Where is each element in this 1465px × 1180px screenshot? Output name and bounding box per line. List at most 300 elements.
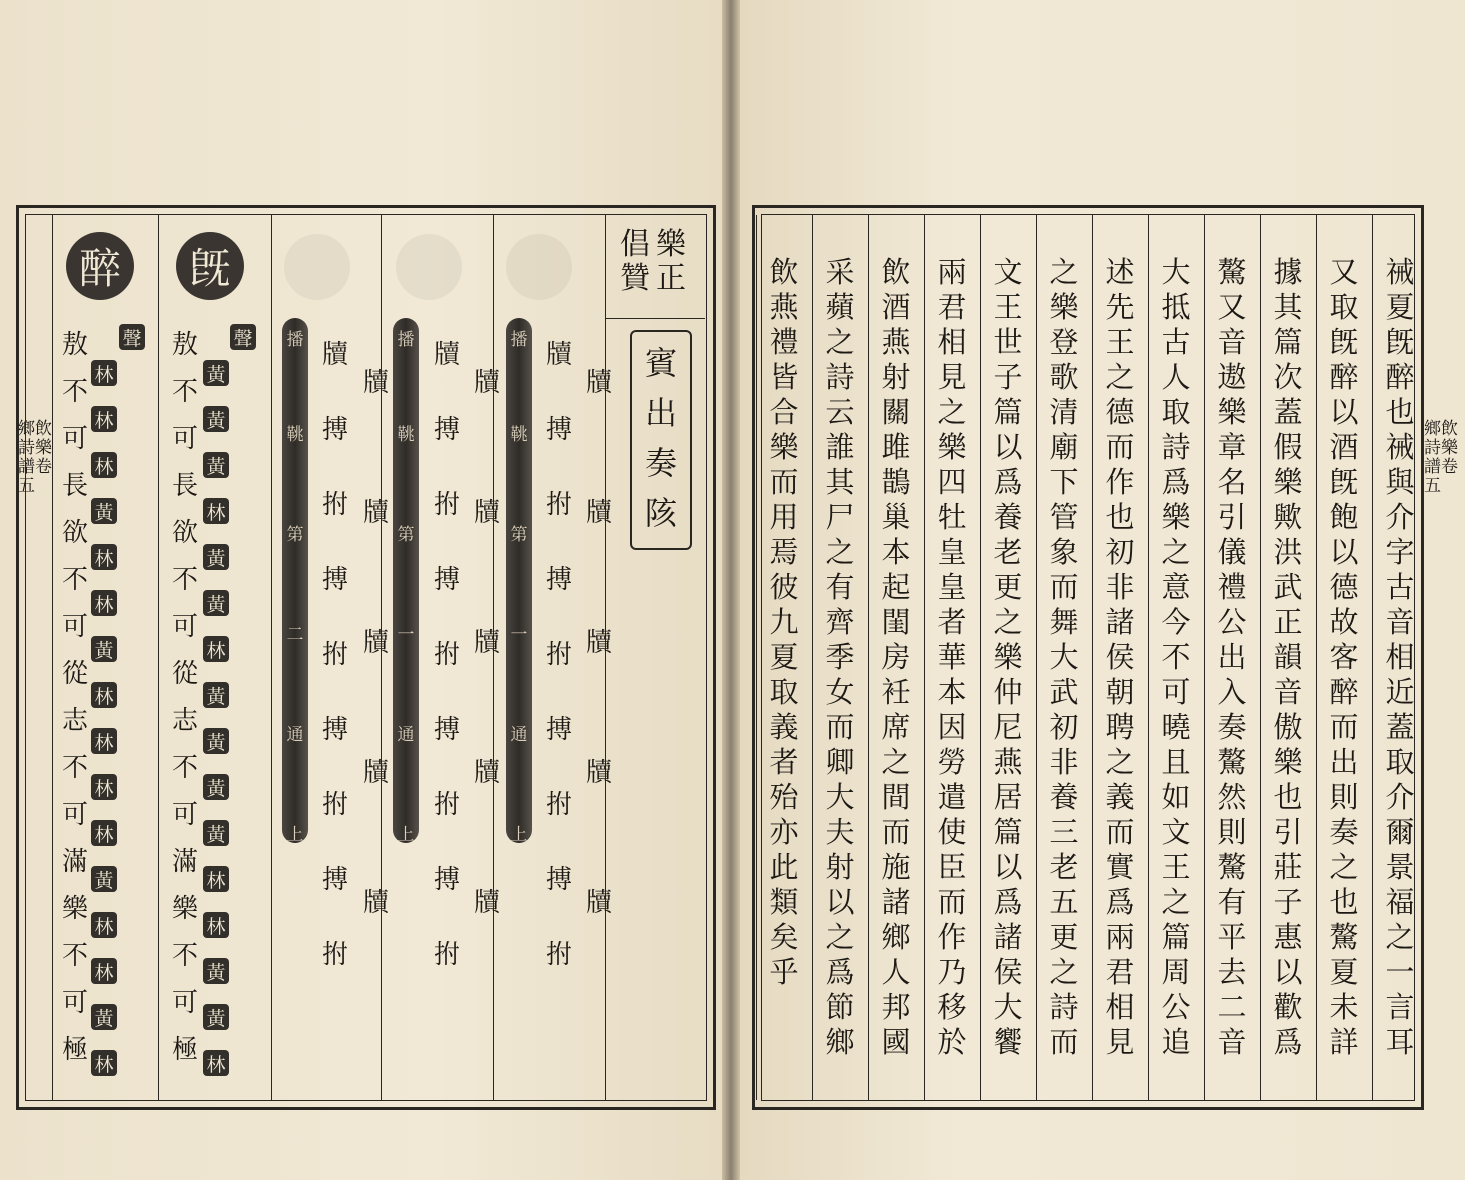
glyph: 醉 — [1329, 675, 1359, 709]
glyph: 作 — [937, 920, 967, 954]
glyph: 見 — [937, 360, 967, 394]
glyph: 如 — [1161, 780, 1191, 814]
glyph: 間 — [881, 780, 911, 814]
grid-line — [980, 215, 981, 1100]
glyph: 人 — [1161, 360, 1191, 394]
left-margin-strip — [18, 420, 56, 780]
pitch-chip: 黃 — [203, 360, 229, 386]
glyph: 房 — [881, 640, 911, 674]
glyph: 極 — [172, 1035, 199, 1065]
glyph: 欲 — [172, 518, 199, 548]
drum-col — [586, 318, 612, 968]
glyph: 詩 — [825, 360, 855, 394]
glyph: 搏 — [546, 565, 573, 595]
glyph: 周 — [1161, 955, 1191, 989]
glyph: 牘 — [474, 628, 501, 658]
glyph: 景 — [1385, 850, 1415, 884]
glyph: 人 — [881, 955, 911, 989]
glyph: 古 — [1385, 570, 1415, 604]
glyph: 牡 — [937, 500, 967, 534]
glyph: 之 — [1385, 920, 1415, 954]
header-col-1 — [656, 228, 686, 296]
glyph: 殆 — [769, 780, 799, 814]
grid-line — [1372, 215, 1373, 1100]
glyph: 聘 — [1105, 710, 1135, 744]
glyph: 平 — [1217, 920, 1247, 954]
glyph: 蓋 — [1273, 395, 1303, 429]
glyph: 驁 — [1217, 850, 1247, 884]
glyph: 曉 — [1161, 710, 1191, 744]
glyph: 而 — [937, 885, 967, 919]
glyph: 而 — [1105, 815, 1135, 849]
glyph: 出 — [1329, 745, 1359, 779]
glyph: 養 — [1049, 780, 1079, 814]
glyph: 韻 — [1273, 640, 1303, 674]
grid-line — [271, 215, 272, 1100]
glyph: 意 — [1161, 570, 1191, 604]
grid-line — [1260, 215, 1261, 1100]
pitch-chip: 黃 — [203, 406, 229, 432]
glyph: 樂 — [1273, 465, 1303, 499]
glyph: 長 — [172, 471, 199, 501]
glyph: 牘 — [586, 888, 613, 918]
glyph: 從 — [172, 659, 199, 689]
glyph: 而 — [1329, 710, 1359, 744]
drum-bar-char: 二 — [286, 625, 304, 645]
glyph: 拊 — [322, 490, 349, 520]
glyph: 正 — [656, 261, 686, 296]
glyph: 拊 — [434, 940, 461, 970]
glyph: 近 — [1385, 675, 1415, 709]
glyph: 又 — [1217, 290, 1247, 324]
glyph: 君 — [937, 290, 967, 324]
glyph: 五 — [18, 476, 35, 496]
glyph: 使 — [937, 815, 967, 849]
glyph: 出 — [644, 394, 677, 432]
glyph: 樂 — [35, 438, 52, 458]
glyph: 飽 — [1329, 500, 1359, 534]
glyph: 篇 — [1161, 920, 1191, 954]
glyph: 樂 — [1217, 395, 1247, 429]
drum-bar-char: 上 — [510, 825, 528, 845]
glyph: 夏 — [1329, 955, 1359, 989]
glyph: 相 — [1385, 640, 1415, 674]
faded-circle — [506, 234, 572, 300]
glyph: 可 — [62, 424, 89, 454]
drum-bar-char: 通 — [286, 725, 304, 745]
right-margin-strip — [1424, 420, 1462, 780]
glyph: 次 — [1273, 360, 1303, 394]
glyph: 也 — [1329, 885, 1359, 919]
drum-bar-char: 鞉 — [397, 425, 415, 445]
glyph: 一 — [1385, 955, 1415, 989]
glyph: 公 — [1161, 990, 1191, 1024]
glyph: 諸 — [993, 920, 1023, 954]
glyph: 矣 — [769, 920, 799, 954]
book-gutter — [722, 0, 740, 1180]
glyph: 爲 — [825, 955, 855, 989]
glyph: 牘 — [586, 628, 613, 658]
glyph: 王 — [993, 290, 1023, 324]
glyph: 登 — [1049, 325, 1079, 359]
glyph: 然 — [1217, 780, 1247, 814]
glyph: 九 — [769, 605, 799, 639]
glyph: 其 — [1273, 290, 1303, 324]
glyph: 以 — [993, 430, 1023, 464]
glyph: 爲 — [1161, 465, 1191, 499]
glyph: 非 — [1105, 570, 1135, 604]
grid-line — [1204, 215, 1205, 1100]
glyph: 也 — [1105, 500, 1135, 534]
glyph: 大 — [1161, 255, 1191, 289]
glyph: 驁 — [1329, 920, 1359, 954]
glyph: 諸 — [881, 885, 911, 919]
glyph: 滿 — [172, 847, 199, 877]
glyph: 爲 — [1105, 885, 1135, 919]
grid-line — [1036, 215, 1037, 1100]
glyph: 篇 — [1273, 325, 1303, 359]
glyph: 牘 — [586, 498, 613, 528]
glyph: 旣 — [1329, 465, 1359, 499]
drum-bar-char: 通 — [397, 725, 415, 745]
glyph: 牘 — [546, 340, 573, 370]
glyph: 公 — [1217, 605, 1247, 639]
glyph: 去 — [1217, 955, 1247, 989]
glyph: 不 — [62, 565, 89, 595]
glyph: 牘 — [363, 758, 390, 788]
glyph: 養 — [993, 500, 1023, 534]
grid-line — [868, 215, 869, 1100]
glyph: 廟 — [1049, 430, 1079, 464]
drum-bar-char: 通 — [510, 725, 528, 745]
glyph: 則 — [1217, 815, 1247, 849]
glyph: 篇 — [993, 395, 1023, 429]
glyph: 長 — [62, 471, 89, 501]
glyph: 清 — [1049, 395, 1079, 429]
glyph: 王 — [1161, 850, 1191, 884]
sheng-label: 聲 — [230, 324, 256, 350]
glyph: 拊 — [546, 940, 573, 970]
glyph: 牘 — [434, 340, 461, 370]
grid-line — [1316, 215, 1317, 1100]
drum-col — [363, 318, 389, 968]
glyph: 驁 — [1217, 255, 1247, 289]
glyph: 武 — [1049, 675, 1079, 709]
glyph: 二 — [1217, 990, 1247, 1024]
glyph: 因 — [937, 710, 967, 744]
glyph: 王 — [1105, 325, 1135, 359]
glyph: 音 — [1217, 1025, 1247, 1059]
glyph: 從 — [62, 659, 89, 689]
drum-bar-char: 鞉 — [510, 425, 528, 445]
pitch-chip: 林 — [91, 958, 117, 984]
glyph: 不 — [172, 377, 199, 407]
pitch-chip: 黃 — [203, 452, 229, 478]
grid-line — [52, 215, 53, 1100]
glyph: 老 — [993, 535, 1023, 569]
drum-bar-char: 一 — [397, 625, 415, 645]
glyph: 以 — [825, 885, 855, 919]
glyph: 音 — [1385, 605, 1415, 639]
glyph: 飲 — [881, 255, 911, 289]
glyph: 之 — [1161, 535, 1191, 569]
glyph: 世 — [993, 325, 1023, 359]
grid-line — [158, 215, 159, 1100]
glyph: 四 — [937, 465, 967, 499]
glyph: 極 — [62, 1035, 89, 1065]
glyph: 不 — [172, 565, 199, 595]
glyph: 兩 — [937, 255, 967, 289]
glyph: 祴 — [1385, 430, 1415, 464]
glyph: 燕 — [993, 745, 1023, 779]
text-column — [932, 255, 972, 1060]
drum-bar-3 — [506, 318, 532, 843]
glyph: 大 — [825, 780, 855, 814]
glyph: 樂 — [1049, 290, 1079, 324]
glyph: 初 — [1049, 710, 1079, 744]
glyph: 乎 — [769, 955, 799, 989]
glyph: 且 — [1161, 745, 1191, 779]
glyph: 夫 — [825, 815, 855, 849]
glyph: 則 — [1329, 780, 1359, 814]
glyph: 而 — [1105, 430, 1135, 464]
glyph: 洪 — [1273, 535, 1303, 569]
glyph: 祴 — [1385, 255, 1415, 289]
glyph: 入 — [1217, 675, 1247, 709]
glyph: 鄉 — [825, 1025, 855, 1059]
glyph: 莊 — [1273, 850, 1303, 884]
glyph: 古 — [1161, 325, 1191, 359]
glyph: 醉 — [1385, 360, 1415, 394]
glyph: 牘 — [363, 498, 390, 528]
glyph: 欲 — [62, 518, 89, 548]
glyph: 不 — [172, 753, 199, 783]
glyph: 陔 — [644, 494, 677, 532]
glyph: 朝 — [1105, 675, 1135, 709]
glyph: 文 — [1161, 815, 1191, 849]
glyph: 爲 — [993, 885, 1023, 919]
glyph: 者 — [937, 605, 967, 639]
text-column — [988, 255, 1028, 1060]
glyph: 焉 — [769, 535, 799, 569]
glyph: 不 — [172, 941, 199, 971]
glyph: 子 — [1273, 885, 1303, 919]
text-column — [764, 255, 804, 990]
glyph: 不 — [1161, 640, 1191, 674]
drum-bar-label: 播 — [397, 330, 415, 350]
glyph: 可 — [62, 988, 89, 1018]
pitch-chip: 林 — [91, 728, 117, 754]
glyph: 取 — [769, 675, 799, 709]
glyph: 之 — [1049, 955, 1079, 989]
glyph: 居 — [993, 780, 1023, 814]
glyph: 搏 — [546, 415, 573, 445]
glyph: 樂 — [769, 430, 799, 464]
glyph: 仲 — [993, 675, 1023, 709]
drum-bar-label: 播 — [286, 330, 304, 350]
glyph: 耳 — [1385, 1025, 1415, 1059]
glyph: 拊 — [434, 490, 461, 520]
glyph: 故 — [1329, 605, 1359, 639]
glyph: 樂 — [937, 430, 967, 464]
glyph: 牘 — [474, 758, 501, 788]
glyph: 勞 — [937, 745, 967, 779]
glyph: 搏 — [434, 415, 461, 445]
drum-bar-2 — [393, 318, 419, 843]
glyph: 其 — [825, 465, 855, 499]
ritual-label — [630, 330, 692, 550]
drum-bar-char: 第 — [510, 525, 528, 545]
glyph: 衽 — [881, 675, 911, 709]
pitch-chip: 黃 — [203, 958, 229, 984]
drum-col — [474, 318, 500, 968]
pitch-chip: 林 — [203, 636, 229, 662]
glyph: 之 — [825, 535, 855, 569]
glyph: 牘 — [363, 628, 390, 658]
glyph: 者 — [769, 745, 799, 779]
pitch-chip: 黃 — [203, 728, 229, 754]
glyph: 歟 — [1273, 500, 1303, 534]
glyph: 國 — [881, 1025, 911, 1059]
glyph: 爲 — [993, 465, 1023, 499]
glyph: 牘 — [322, 340, 349, 370]
pitch-chip: 黃 — [91, 866, 117, 892]
drum-bar-char: 第 — [397, 525, 415, 545]
glyph: 牘 — [474, 498, 501, 528]
glyph: 詳 — [1329, 1025, 1359, 1059]
glyph: 可 — [172, 612, 199, 642]
glyph: 禮 — [769, 325, 799, 359]
glyph: 之 — [1105, 745, 1135, 779]
pitch-chip: 林 — [203, 866, 229, 892]
glyph: 德 — [1329, 570, 1359, 604]
glyph: 樂 — [172, 894, 199, 924]
glyph: 非 — [1049, 745, 1079, 779]
glyph: 詩 — [1049, 990, 1079, 1024]
glyph: 今 — [1161, 605, 1191, 639]
glyph: 以 — [1329, 395, 1359, 429]
glyph: 實 — [1105, 850, 1135, 884]
pitch-chip: 林 — [91, 682, 117, 708]
grid-line — [924, 215, 925, 1100]
glyph: 引 — [1273, 815, 1303, 849]
glyph: 詩 — [18, 438, 35, 458]
pitch-chip: 黃 — [203, 774, 229, 800]
glyph: 起 — [881, 570, 911, 604]
glyph: 侯 — [1105, 640, 1135, 674]
glyph: 鄉 — [881, 920, 911, 954]
glyph: 述 — [1105, 255, 1135, 289]
glyph: 關 — [881, 395, 911, 429]
glyph: 而 — [881, 815, 911, 849]
drum-col — [546, 318, 572, 993]
glyph: 取 — [1161, 395, 1191, 429]
glyph: 有 — [1217, 885, 1247, 919]
glyph: 下 — [1049, 465, 1079, 499]
glyph: 拊 — [322, 940, 349, 970]
glyph: 牘 — [363, 368, 390, 398]
glyph: 搏 — [322, 415, 349, 445]
glyph: 此 — [769, 850, 799, 884]
drum-bar-char: 鞉 — [286, 425, 304, 445]
drum-bar-char: 上 — [286, 825, 304, 845]
glyph: 初 — [1105, 535, 1135, 569]
glyph: 飲 — [35, 419, 52, 439]
left-margin-title — [18, 420, 56, 496]
faded-circle — [396, 234, 462, 300]
glyph: 樂 — [1441, 438, 1458, 458]
glyph: 子 — [993, 360, 1023, 394]
text-column — [820, 255, 860, 1060]
glyph: 惠 — [1273, 920, 1303, 954]
glyph: 遣 — [937, 780, 967, 814]
drum-col — [322, 318, 348, 993]
glyph: 搏 — [546, 865, 573, 895]
glyph: 乃 — [937, 955, 967, 989]
glyph: 義 — [769, 710, 799, 744]
glyph: 又 — [1329, 255, 1359, 289]
glyph: 譜 — [18, 457, 35, 477]
pitch-chip: 林 — [91, 544, 117, 570]
glyph: 搏 — [434, 865, 461, 895]
glyph: 爲 — [1273, 1025, 1303, 1059]
glyph: 樂 — [993, 640, 1023, 674]
pitch-chip: 黃 — [91, 498, 117, 524]
glyph: 象 — [1049, 535, 1079, 569]
glyph: 敖 — [172, 330, 199, 360]
glyph: 三 — [1049, 815, 1079, 849]
glyph: 皇 — [937, 535, 967, 569]
glyph: 鄉 — [1424, 419, 1441, 439]
glyph: 酒 — [881, 290, 911, 324]
glyph: 雎 — [881, 430, 911, 464]
text-column — [1212, 255, 1252, 1060]
glyph: 亦 — [769, 815, 799, 849]
glyph: 德 — [1105, 395, 1135, 429]
glyph: 尼 — [993, 710, 1023, 744]
glyph: 詩 — [1424, 438, 1441, 458]
pitch-chip: 黃 — [203, 590, 229, 616]
pitch-chip: 林 — [91, 820, 117, 846]
glyph: 以 — [993, 850, 1023, 884]
text-column — [1324, 255, 1364, 1060]
pitch-chip: 林 — [203, 912, 229, 938]
glyph: 假 — [1273, 430, 1303, 464]
glyph: 不 — [62, 941, 89, 971]
glyph: 傲 — [1273, 710, 1303, 744]
glyph: 拊 — [546, 640, 573, 670]
pitch-chip: 林 — [91, 590, 117, 616]
glyph: 更 — [1049, 920, 1079, 954]
pitch-chip: 林 — [91, 1050, 117, 1076]
glyph: 席 — [881, 710, 911, 744]
glyph: 邦 — [881, 990, 911, 1024]
glyph: 章 — [1217, 430, 1247, 464]
glyph: 季 — [825, 640, 855, 674]
glyph: 類 — [769, 885, 799, 919]
glyph: 也 — [1273, 780, 1303, 814]
glyph: 君 — [1105, 955, 1135, 989]
glyph: 倡 — [620, 227, 650, 262]
glyph: 彼 — [769, 570, 799, 604]
glyph: 爾 — [1385, 815, 1415, 849]
glyph: 云 — [825, 395, 855, 429]
glyph: 之 — [1329, 850, 1359, 884]
glyph: 福 — [1385, 885, 1415, 919]
glyph: 拊 — [434, 640, 461, 670]
glyph: 儀 — [1217, 535, 1247, 569]
glyph: 飲 — [769, 255, 799, 289]
